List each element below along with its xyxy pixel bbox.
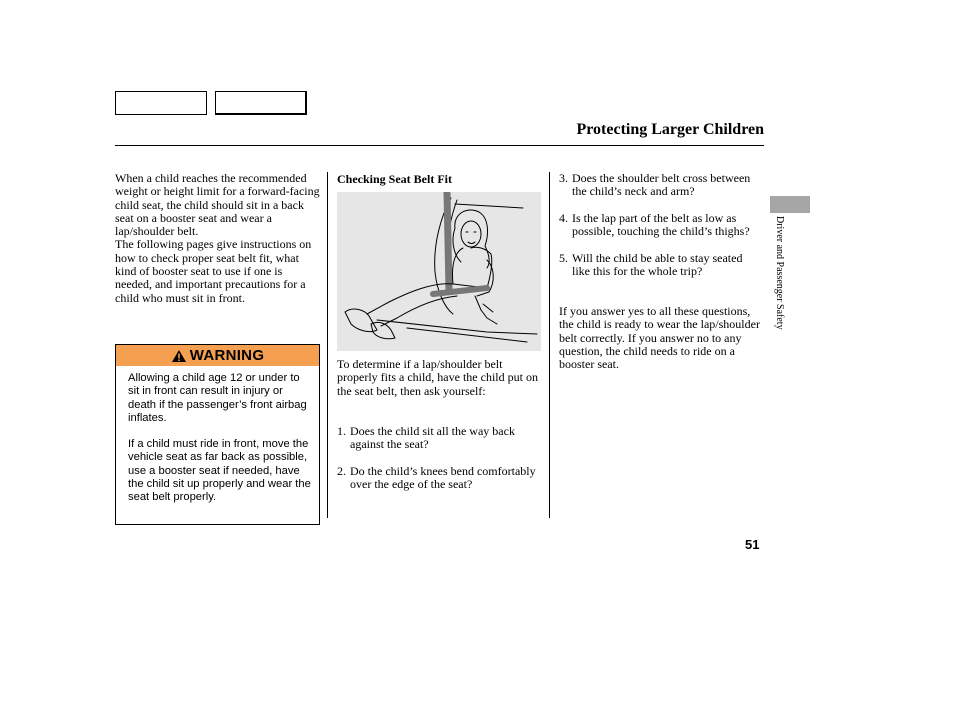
list-item-text: Is the lap part of the belt as low as possible, touching the child’s thighs?	[572, 210, 750, 239]
list-item-text: Will the child be able to stay seated like this for the whole trip?	[572, 250, 743, 279]
list-item-number: 4.	[559, 210, 568, 225]
intro-paragraph-1: When a child reaches the recommended weight or height limit for a forward-facing child seat, the child should sit in a back seat on a booster seat and wear a lap/shoulder belt.	[115, 171, 320, 239]
warning-body	[128, 372, 313, 518]
intro-paragraph-2: The following pages give instructions on how to check proper seat belt fit, what kind of booster seat to use if one is needed, and important precautions for a child who must sit in front.	[115, 237, 312, 305]
list-item-number: 5.	[559, 250, 568, 265]
conclusion-text: If you answer yes to all these questions, the child is ready to wear the lap/shoulder belt correctly. If you answer no to any question, the child needs to ride on a booster seat.	[559, 304, 760, 372]
list-item-number: 1.	[337, 424, 346, 438]
section-side-label: Driver and Passenger Safety	[774, 216, 785, 330]
list-item	[559, 212, 761, 239]
child-illustration-drawing	[337, 192, 541, 351]
column-divider-1	[327, 172, 328, 518]
list-item	[559, 172, 761, 199]
list-item-number: 3.	[559, 171, 568, 185]
intro-text	[115, 172, 320, 305]
warning-paragraph-2: If a child must ride in front, move the vehicle seat as far back as possible, use a booster seat if needed, have the child sit up properly and wear the seat belt properly.	[128, 438, 311, 504]
title-rule	[115, 145, 764, 146]
questions-list-a	[337, 425, 542, 505]
warning-paragraph-1: Allowing a child age 12 or under to sit in front can result in injury or death if the passenger’s front airbag inflates.	[128, 372, 307, 424]
warning-label: WARNING	[189, 347, 265, 364]
list-item	[337, 425, 542, 452]
warning-triangle-icon	[171, 349, 187, 363]
nav-button-next[interactable]	[215, 91, 307, 115]
section-side-tab[interactable]	[770, 196, 810, 213]
page-title: Protecting Larger Children	[576, 121, 764, 138]
section-heading: Checking Seat Belt Fit	[337, 172, 452, 186]
column-divider-2	[549, 172, 550, 518]
list-item-text: Does the shoulder belt cross between the child’s neck and arm?	[572, 171, 751, 199]
list-item	[337, 465, 542, 492]
page-number: 51	[745, 537, 760, 552]
instructions-text: To determine if a lap/shoulder belt properly fits a child, have the child put on the seat belt, then ask yourself:	[337, 357, 538, 398]
list-item-text: Do the child’s knees bend comfortably over the edge of the seat?	[350, 463, 536, 492]
warning-box	[115, 344, 320, 525]
list-item	[559, 252, 761, 279]
warning-header	[116, 345, 319, 366]
questions-list-b	[559, 172, 761, 292]
list-item-number: 2.	[337, 463, 346, 478]
nav-button-previous[interactable]	[115, 91, 207, 115]
list-item-text: Does the child sit all the way back against the seat?	[350, 424, 515, 452]
child-seat-belt-illustration	[337, 192, 541, 351]
